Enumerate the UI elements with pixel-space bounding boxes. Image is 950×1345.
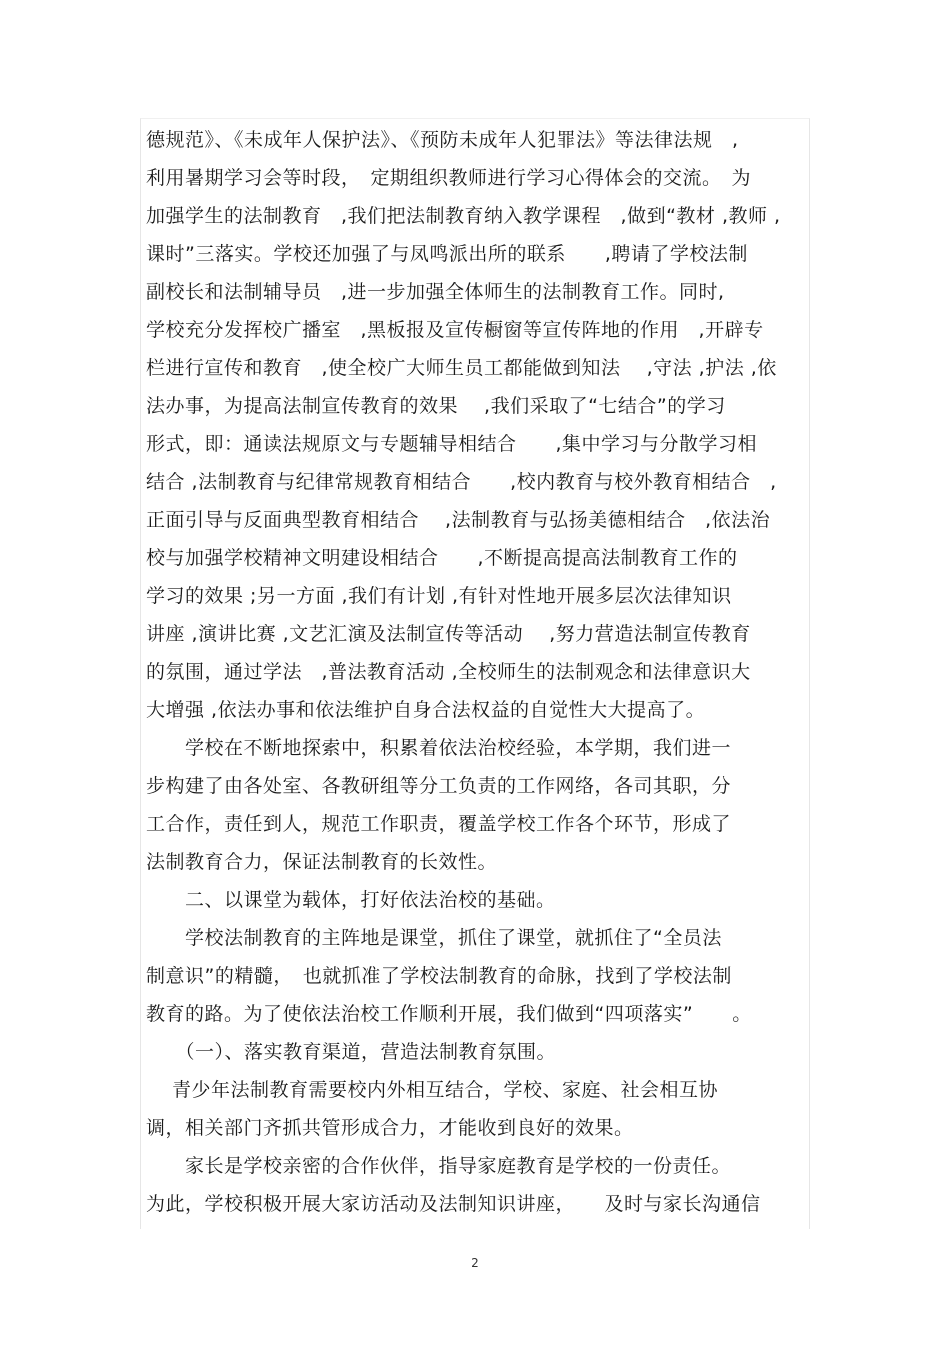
text-line: 的氛围，通过学法 ,普法教育活动 ,全校师生的法制观念和法律意识大 [146,661,751,683]
subsection-heading: （一）、落实教育渠道，营造法制教育氛围。 [146,1041,557,1063]
text-line: 大增强 ,依法办事和依法维护自身合法权益的自觉性大大提高了。 [146,699,706,721]
text-line: 青少年法制教育需要校内外相互结合，学校、家庭、社会相互协 [146,1079,719,1101]
text-line: 副校长和法制辅导员 ,进一步加强全体师生的法制教育工作。同时, [146,281,725,303]
text-line: 讲座 ,演讲比赛 ,文艺汇演及法制宣传等活动 ,努力营造法制宣传教育 [146,623,751,645]
text-line: 学校在不断地探索中，积累着依法治校经验，本学期，我们进一 [146,737,732,759]
text-line: 教育的路。为了使依法治校工作顺利开展，我们做到“四项落实” 。 [146,1003,752,1025]
text-line: 课时”三落实。学校还加强了与凤鸣派出所的联系 ,聘请了学校法制 [146,243,748,265]
text-line: 校与加强学校精神文明建设相结合 ,不断提高提高法制教育工作的 [146,547,738,569]
text-line: 工合作，责任到人，规范工作职责，覆盖学校工作各个环节，形成了 [146,813,732,835]
section-heading: 二、以课堂为载体，打好依法治校的基础。 [146,889,556,911]
text-line: 法办事，为提高法制宣传教育的效果 ,我们采取了“七结合”的学习 [146,395,726,417]
text-line: 为此，学校积极开展大家访活动及法制知识讲座， 及时与家长沟通信 [146,1193,761,1215]
text-line: 形式，即：通读法规原文与专题辅导相结合 ,集中学习与分散学习相 [146,433,758,455]
text-line: 学校法制教育的主阵地是课堂，抓住了课堂，就抓住了“全员法 [146,927,722,949]
text-line: 制意识”的精髓， 也就抓准了学校法制教育的命脉，找到了学校法制 [146,965,732,987]
text-line: 利用暑期学习会等时段， 定期组织教师进行学习心得体会的交流。 为 [146,167,752,189]
text-line: 德规范》、《未成年人保护法》、《预防未成年人犯罪法》等法律法规 , [146,129,739,151]
text-line: 加强学生的法制教育 ,我们把法制教育纳入教学课程 ,做到“教材 ,教师 , [146,205,781,227]
text-line: 学习的效果 ;另一方面 ,我们有计划 ,有针对性地开展多层次法律知识 [146,585,732,607]
text-line: 步构建了由各处室、各教研组等分工负责的工作网络，各司其职，分 [146,775,732,797]
text-line: 栏进行宣传和教育 ,使全校广大师生员工都能做到知法 ,守法 ,护法 ,依 [146,357,777,379]
page-number: 2 [471,1256,479,1270]
text-line: 正面引导与反面典型教育相结合 ,法制教育与弘扬美德相结合 ,依法治 [146,509,771,531]
text-line: 法制教育合力，保证法制教育的长效性。 [146,851,498,873]
text-line: 调，相关部门齐抓共管形成合力，才能收到良好的效果。 [146,1117,634,1139]
text-line: 学校充分发挥校广播室 ,黑板报及宣传橱窗等宣传阵地的作用 ,开辟专 [146,319,764,341]
text-line: 家长是学校亲密的合作伙伴，指导家庭教育是学校的一份责任。 [146,1155,732,1177]
text-line: 结合 ,法制教育与纪律常规教育相结合 ,校内教育与校外教育相结合 , [146,471,777,493]
